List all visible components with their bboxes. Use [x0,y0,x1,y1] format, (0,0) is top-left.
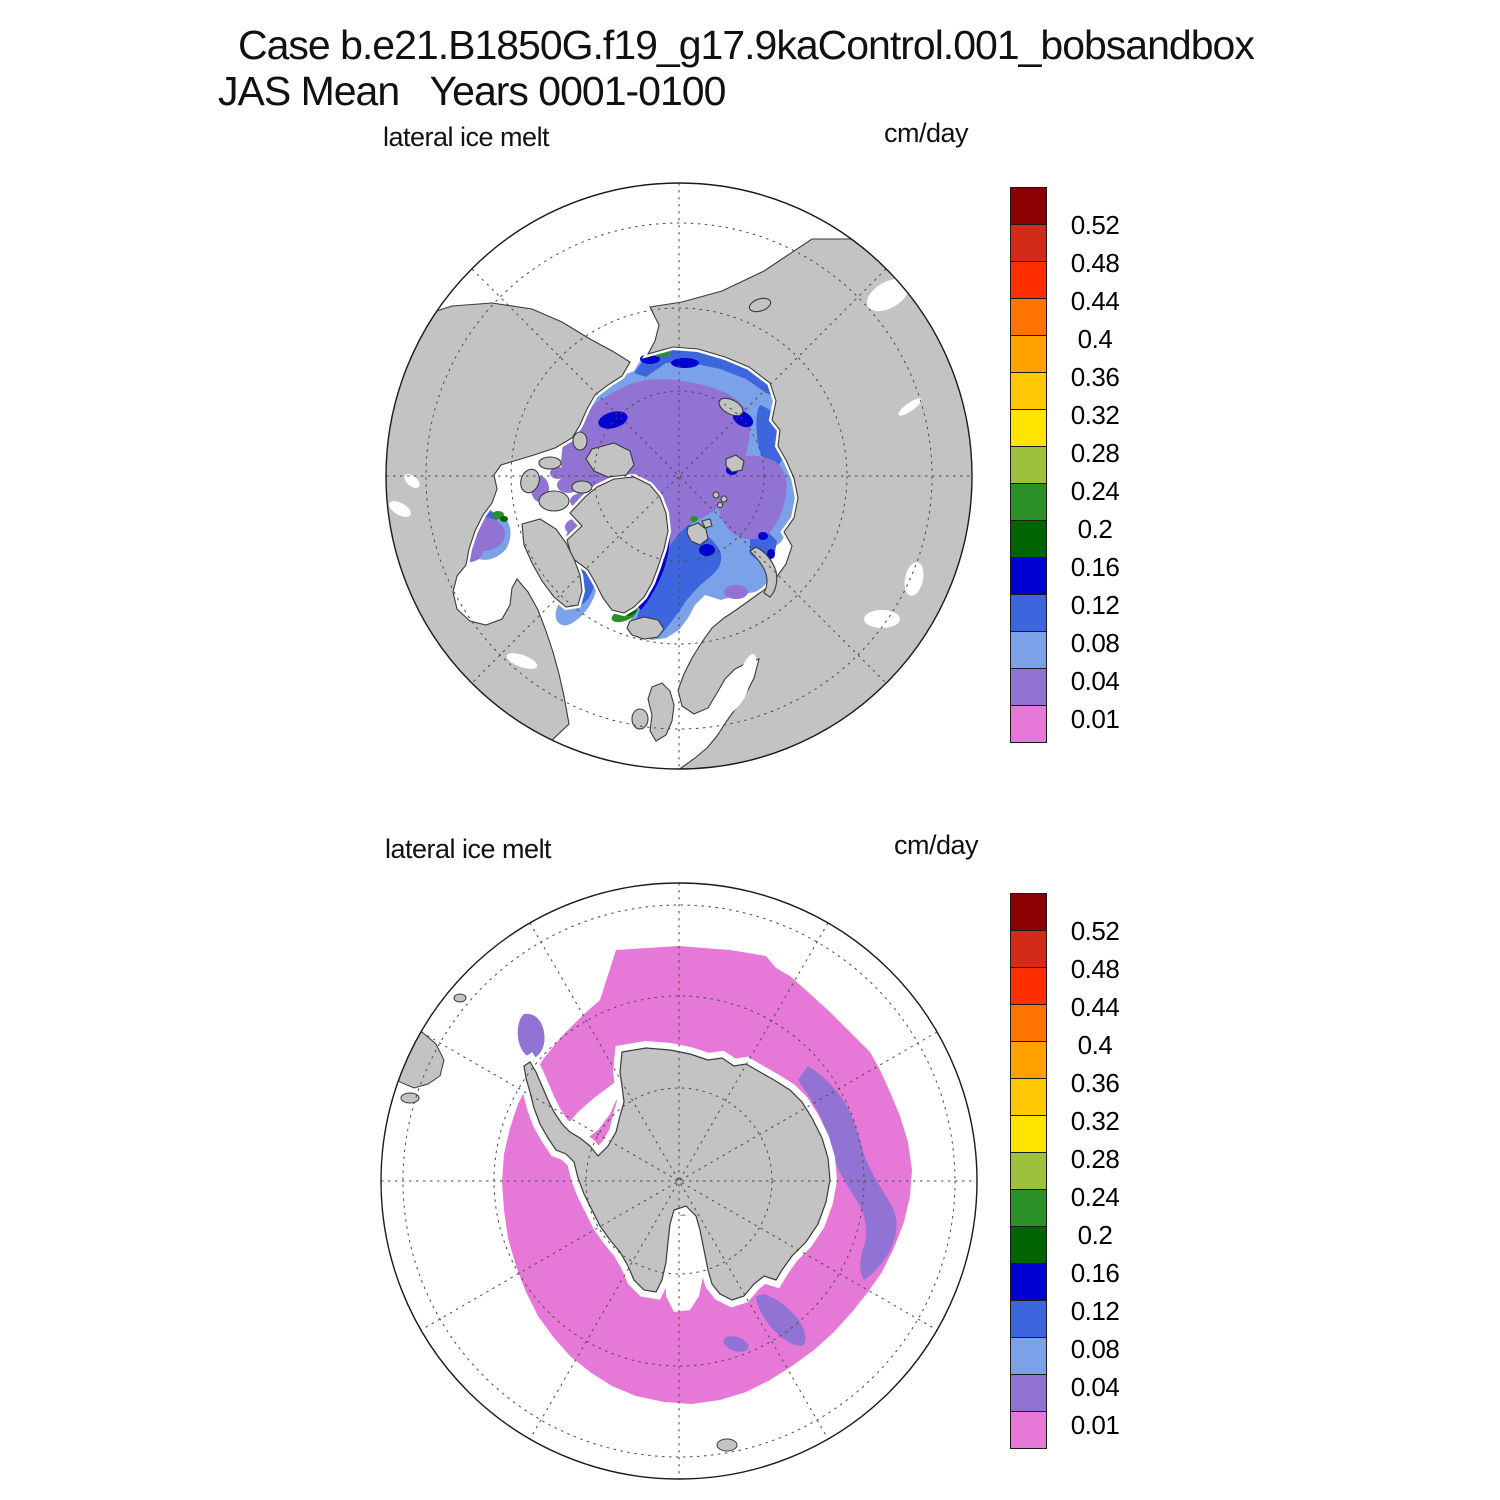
land-devon [572,481,592,493]
colorbar-segment [1010,1300,1047,1338]
colorbar-segment [1010,1411,1047,1449]
colorbar-tick-label: 0.28 [1070,1144,1120,1174]
colorbar-tick-label: 0.2 [1077,1220,1113,1250]
colorbar-tick-label: 0.04 [1070,666,1120,696]
north-polar-map [382,179,978,775]
colorbar-segment [1010,446,1047,484]
colorbar-segment [1010,409,1047,447]
season-years-subtitle: JAS Mean Years 0001-0100 [218,68,726,114]
colorbar-tick-label: 0.32 [1070,1106,1120,1136]
colorbar-segment [1010,1263,1047,1301]
colorbar-tick-label: 0.04 [1070,1372,1120,1402]
south-polar-map [378,880,980,1482]
colorbar-segment [1010,1115,1047,1153]
south-colorbar-ticks [1055,912,1135,1444]
colorbar-tick-label: 0.12 [1070,590,1120,620]
colorbar-segment [1010,967,1047,1005]
colorbar-segment [1010,1078,1047,1116]
north-colorbar-ticks [1055,206,1135,738]
colorbar-tick-label: 0.16 [1070,552,1120,582]
land-melville [539,457,561,469]
colorbar-tick-label: 0.08 [1070,1334,1120,1364]
colorbar-segment [1010,483,1047,521]
colorbar-segment [1010,335,1047,373]
colorbar-tick-label: 0.28 [1070,438,1120,468]
colorbar-segment [1010,1374,1047,1412]
land-tierra-del-fuego [401,1093,419,1103]
colorbar-segment [1010,1152,1047,1190]
colorbar-segment [1010,631,1047,669]
colorbar-segment [1010,224,1047,262]
colorbar-segment [1010,1226,1047,1264]
colorbar-tick-label: 0.52 [1070,916,1120,946]
north-colorbar [1010,187,1047,743]
colorbar-tick-label: 0.36 [1070,362,1120,392]
colorbar-tick-label: 0.48 [1070,248,1120,278]
colorbar-segment [1010,893,1047,931]
land-small-island-north [454,994,466,1002]
colorbar-segment [1010,1041,1047,1079]
colorbar-tick-label: 0.01 [1070,1410,1120,1440]
south-units-label: cm/day [894,830,979,860]
north-units-label: cm/day [884,118,969,148]
case-title: Case b.e21.B1850G.f19_g17.9kaControl.001_bobsandbox [238,22,1254,68]
colorbar-tick-label: 0.4 [1077,1030,1113,1060]
colorbar-tick-label: 0.24 [1070,1182,1120,1212]
colorbar-tick-label: 0.44 [1070,992,1120,1022]
colorbar-segment [1010,557,1047,595]
colorbar-segment [1010,261,1047,299]
colorbar-tick-label: 0.36 [1070,1068,1120,1098]
colorbar-segment [1010,1189,1047,1227]
colorbar-tick-label: 0.52 [1070,210,1120,240]
land-axel-heiberg [573,432,587,450]
land-victoria [539,491,569,511]
colorbar-segment [1010,1337,1047,1375]
south-colorbar [1010,893,1047,1449]
colorbar-segment [1010,187,1047,225]
colorbar-tick-label: 0.24 [1070,476,1120,506]
colorbar-segment [1010,594,1047,632]
colorbar-tick-label: 0.48 [1070,954,1120,984]
colorbar-tick-label: 0.12 [1070,1296,1120,1326]
colorbar-segment [1010,705,1047,743]
land-small-island-south [717,1439,737,1451]
colorbar-tick-label: 0.01 [1070,704,1120,734]
colorbar-tick-label: 0.2 [1077,514,1113,544]
colorbar-tick-label: 0.4 [1077,324,1113,354]
north-field-label: lateral ice melt [383,122,550,152]
colorbar-segment [1010,298,1047,336]
colorbar-segment [1010,520,1047,558]
colorbar-tick-label: 0.16 [1070,1258,1120,1288]
colorbar-segment [1010,1004,1047,1042]
colorbar-tick-label: 0.44 [1070,286,1120,316]
colorbar-tick-label: 0.08 [1070,628,1120,658]
south-field-label: lateral ice melt [385,834,552,864]
land-iceland [627,617,664,639]
colorbar-segment [1010,668,1047,706]
colorbar-segment [1010,930,1047,968]
colorbar-tick-label: 0.32 [1070,400,1120,430]
colorbar-segment [1010,372,1047,410]
